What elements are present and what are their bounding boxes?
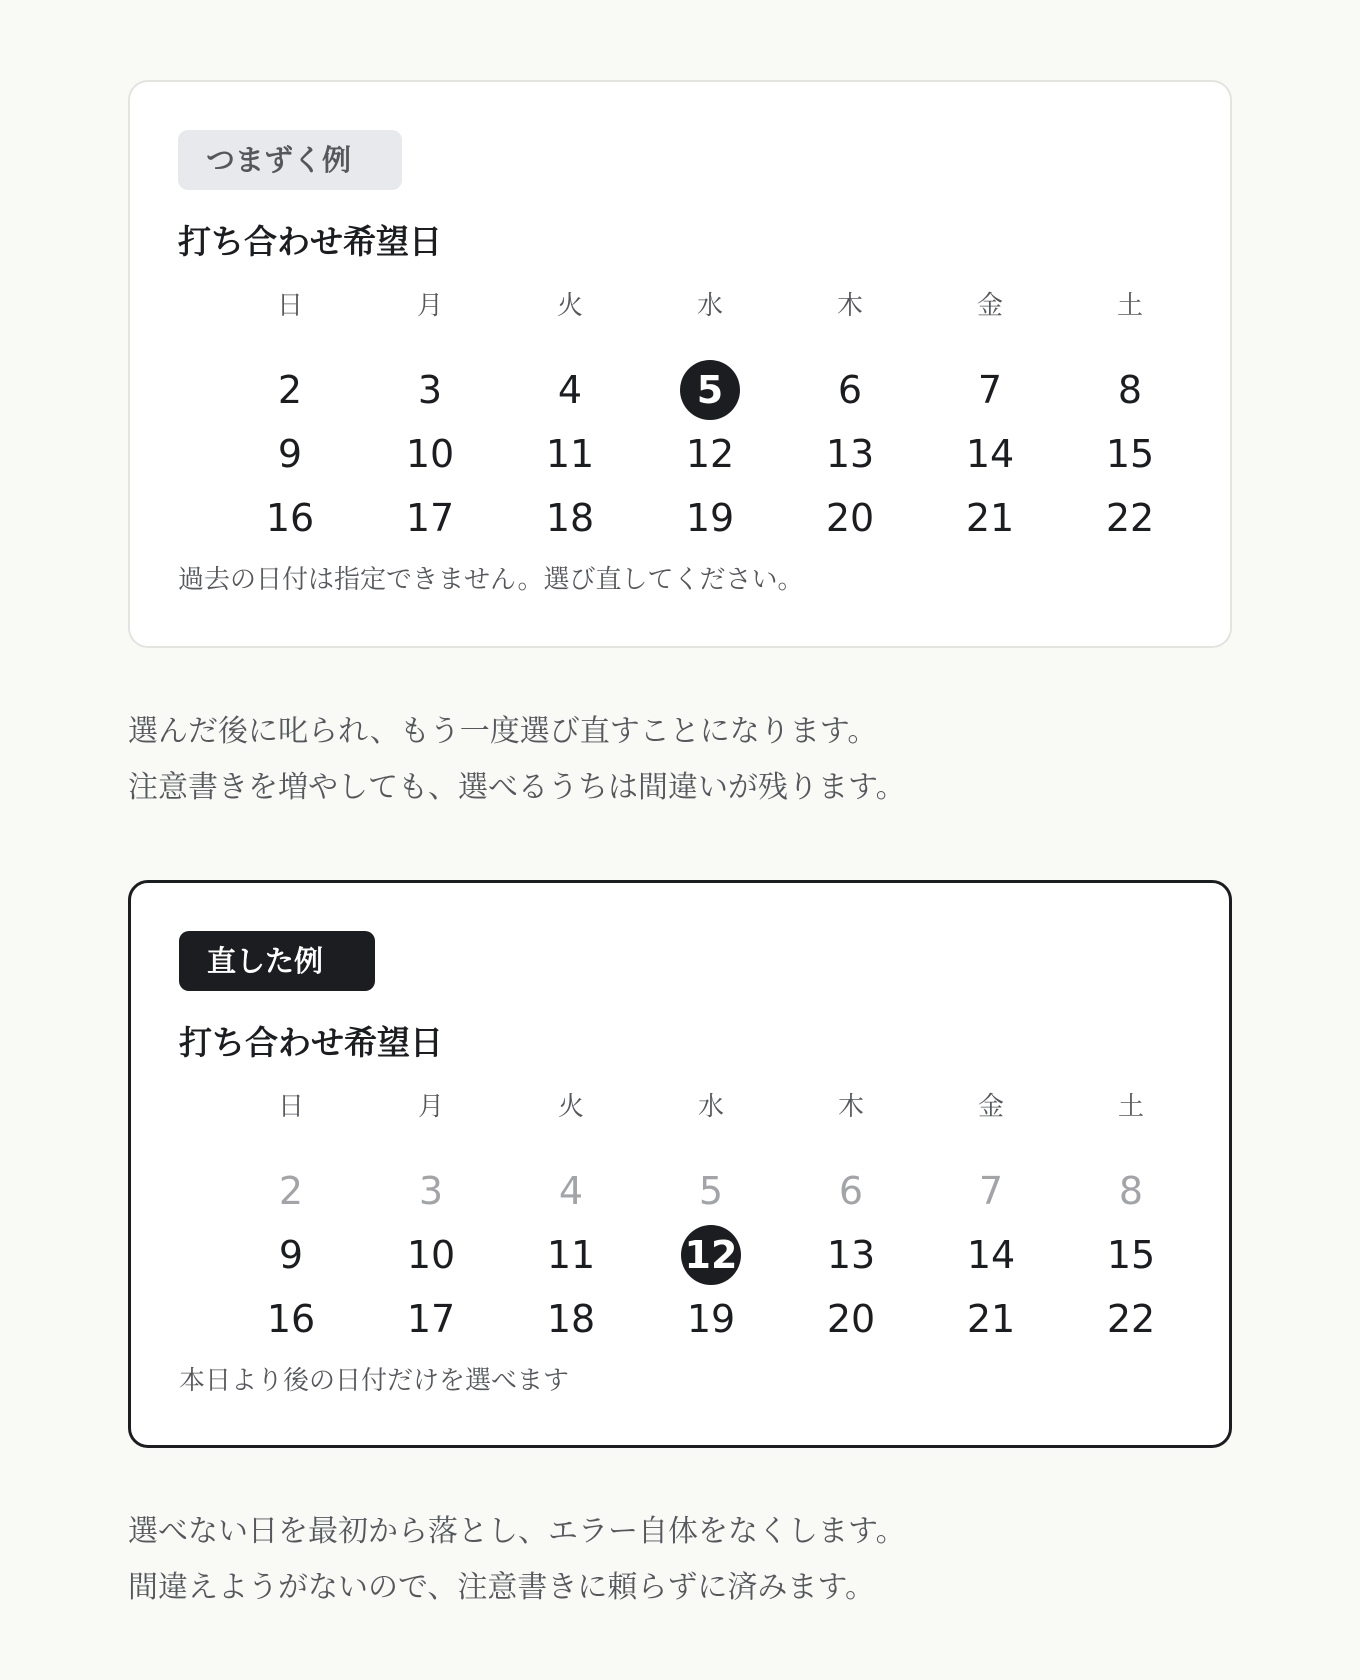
calendar-day[interactable] — [1060, 422, 1200, 486]
caption-line: 選んだ後に叱られ、もう一度選び直すことになります。 — [128, 714, 878, 749]
calendar-day[interactable] — [921, 1287, 1061, 1351]
calendar-day[interactable] — [780, 486, 920, 550]
calendar-day[interactable] — [640, 422, 780, 486]
calendar-day[interactable] — [781, 1287, 921, 1351]
calendar-day-number: 8 — [1117, 368, 1143, 412]
calendar-day[interactable] — [220, 358, 360, 422]
good-example-card — [128, 880, 1232, 1448]
weekday-label: 木 — [837, 1092, 864, 1122]
weekday-label: 火 — [557, 1092, 584, 1122]
calendar-day-number: 18 — [545, 496, 595, 540]
calendar-day-disabled — [921, 1159, 1061, 1223]
weekday-label: 金 — [977, 1092, 1004, 1122]
calendar-day-number: 17 — [405, 496, 455, 540]
calendar-day-number: 2 — [277, 368, 303, 412]
calendar — [220, 286, 1200, 550]
good-example-caption — [128, 1504, 1232, 1616]
calendar-day[interactable] — [1060, 486, 1200, 550]
calendar-day[interactable] — [1061, 1223, 1201, 1287]
calendar-day-number: 19 — [685, 496, 735, 540]
calendar-day[interactable] — [221, 1287, 361, 1351]
calendar-day-number: 14 — [965, 432, 1015, 476]
calendar-day-number: 13 — [825, 432, 875, 476]
calendar-day[interactable] — [780, 358, 920, 422]
calendar-day[interactable] — [920, 358, 1060, 422]
calendar-day[interactable] — [360, 422, 500, 486]
bad-example-card — [128, 80, 1232, 648]
calendar-day[interactable] — [361, 1223, 501, 1287]
weekday-label: 日 — [277, 1092, 304, 1122]
calendar-day-number: 9 — [277, 432, 303, 476]
weekday-label: 木 — [836, 291, 863, 321]
calendar-day-number: 10 — [406, 1233, 456, 1277]
calendar-day-number: 10 — [405, 432, 455, 476]
calendar-day-number: 5 — [680, 360, 740, 420]
calendar-day-number: 12 — [685, 432, 735, 476]
calendar-day-selected[interactable] — [640, 358, 780, 422]
calendar-day[interactable] — [920, 486, 1060, 550]
calendar-week-row — [220, 422, 1200, 486]
calendar-day[interactable] — [500, 358, 640, 422]
calendar-day-selected[interactable] — [641, 1223, 781, 1287]
error-message: 過去の日付は指定できません。選び直してください。 — [178, 565, 804, 595]
caption-line: 間違えようがないので、注意書きに頼らずに済みます。 — [128, 1570, 875, 1605]
calendar-day[interactable] — [221, 1223, 361, 1287]
calendar-day-number: 2 — [278, 1169, 304, 1213]
calendar-day-number: 15 — [1105, 432, 1155, 476]
bad-example-badge: つまずく例 — [178, 130, 402, 190]
calendar-week-row — [221, 1159, 1201, 1223]
calendar-day-number: 12 — [681, 1225, 741, 1285]
date-picker-title: 打ち合わせ希望日 — [178, 222, 442, 261]
calendar-day-disabled — [501, 1159, 641, 1223]
calendar-day[interactable] — [501, 1287, 641, 1351]
weekday-label: 月 — [417, 1092, 444, 1122]
calendar-day[interactable] — [780, 422, 920, 486]
calendar-day-number: 16 — [265, 496, 315, 540]
calendar-day-number: 21 — [965, 496, 1015, 540]
weekday-header — [220, 286, 1200, 326]
calendar-day-number: 5 — [698, 1169, 724, 1213]
date-picker-title: 打ち合わせ希望日 — [179, 1023, 443, 1062]
calendar-day[interactable] — [920, 422, 1060, 486]
calendar-day-number: 14 — [966, 1233, 1016, 1277]
calendar-day[interactable] — [500, 486, 640, 550]
calendar-grid — [220, 358, 1200, 550]
calendar-day-number: 20 — [826, 1297, 876, 1341]
calendar — [221, 1087, 1201, 1351]
calendar-day[interactable] — [781, 1223, 921, 1287]
calendar-day-number: 7 — [977, 368, 1003, 412]
helper-text: 本日より後の日付だけを選べます — [179, 1366, 570, 1396]
calendar-day-number: 11 — [546, 1233, 596, 1277]
calendar-day[interactable] — [500, 422, 640, 486]
calendar-day-disabled — [221, 1159, 361, 1223]
calendar-day-number: 11 — [545, 432, 595, 476]
weekday-label: 日 — [276, 291, 303, 321]
weekday-label: 火 — [556, 291, 583, 321]
calendar-week-row — [221, 1287, 1201, 1351]
calendar-day-number: 17 — [406, 1297, 456, 1341]
calendar-day[interactable] — [921, 1223, 1061, 1287]
calendar-day-number: 6 — [837, 368, 863, 412]
calendar-day[interactable] — [361, 1287, 501, 1351]
calendar-day[interactable] — [220, 422, 360, 486]
calendar-day-number: 22 — [1105, 496, 1155, 540]
weekday-label: 土 — [1116, 291, 1143, 321]
weekday-label: 土 — [1117, 1092, 1144, 1122]
calendar-week-row — [220, 358, 1200, 422]
calendar-day-disabled — [361, 1159, 501, 1223]
calendar-day-number: 8 — [1118, 1169, 1144, 1213]
calendar-day-number: 6 — [838, 1169, 864, 1213]
calendar-day[interactable] — [640, 486, 780, 550]
caption-line: 注意書きを増やしても、選べるうちは間違いが残ります。 — [128, 770, 906, 805]
weekday-header — [221, 1087, 1201, 1127]
calendar-day-number: 13 — [826, 1233, 876, 1277]
weekday-label: 金 — [976, 291, 1003, 321]
calendar-day[interactable] — [1061, 1287, 1201, 1351]
calendar-day-number: 21 — [966, 1297, 1016, 1341]
calendar-day-number: 7 — [978, 1169, 1004, 1213]
calendar-day[interactable] — [1060, 358, 1200, 422]
calendar-day-disabled — [1061, 1159, 1201, 1223]
calendar-week-row — [220, 486, 1200, 550]
weekday-label: 水 — [696, 291, 723, 321]
weekday-label: 水 — [697, 1092, 724, 1122]
calendar-day-number: 9 — [278, 1233, 304, 1277]
calendar-day-disabled — [781, 1159, 921, 1223]
calendar-day-number: 3 — [418, 1169, 444, 1213]
calendar-day-number: 19 — [686, 1297, 736, 1341]
calendar-grid — [221, 1159, 1201, 1351]
caption-line: 選べない日を最初から落とし、エラー自体をなくします。 — [128, 1514, 906, 1549]
calendar-day[interactable] — [220, 486, 360, 550]
calendar-week-row — [221, 1223, 1201, 1287]
calendar-day-number: 18 — [546, 1297, 596, 1341]
calendar-day-number: 4 — [558, 1169, 584, 1213]
bad-example-caption — [128, 704, 1232, 816]
calendar-day-number: 4 — [557, 368, 583, 412]
calendar-day[interactable] — [360, 358, 500, 422]
calendar-day-number: 16 — [266, 1297, 316, 1341]
good-example-badge: 直した例 — [179, 931, 375, 991]
calendar-day[interactable] — [360, 486, 500, 550]
calendar-day-number: 22 — [1106, 1297, 1156, 1341]
calendar-day-number: 20 — [825, 496, 875, 540]
calendar-day-disabled — [641, 1159, 781, 1223]
calendar-day[interactable] — [641, 1287, 781, 1351]
calendar-day-number: 3 — [417, 368, 443, 412]
calendar-day[interactable] — [501, 1223, 641, 1287]
weekday-label: 月 — [416, 291, 443, 321]
calendar-day-number: 15 — [1106, 1233, 1156, 1277]
